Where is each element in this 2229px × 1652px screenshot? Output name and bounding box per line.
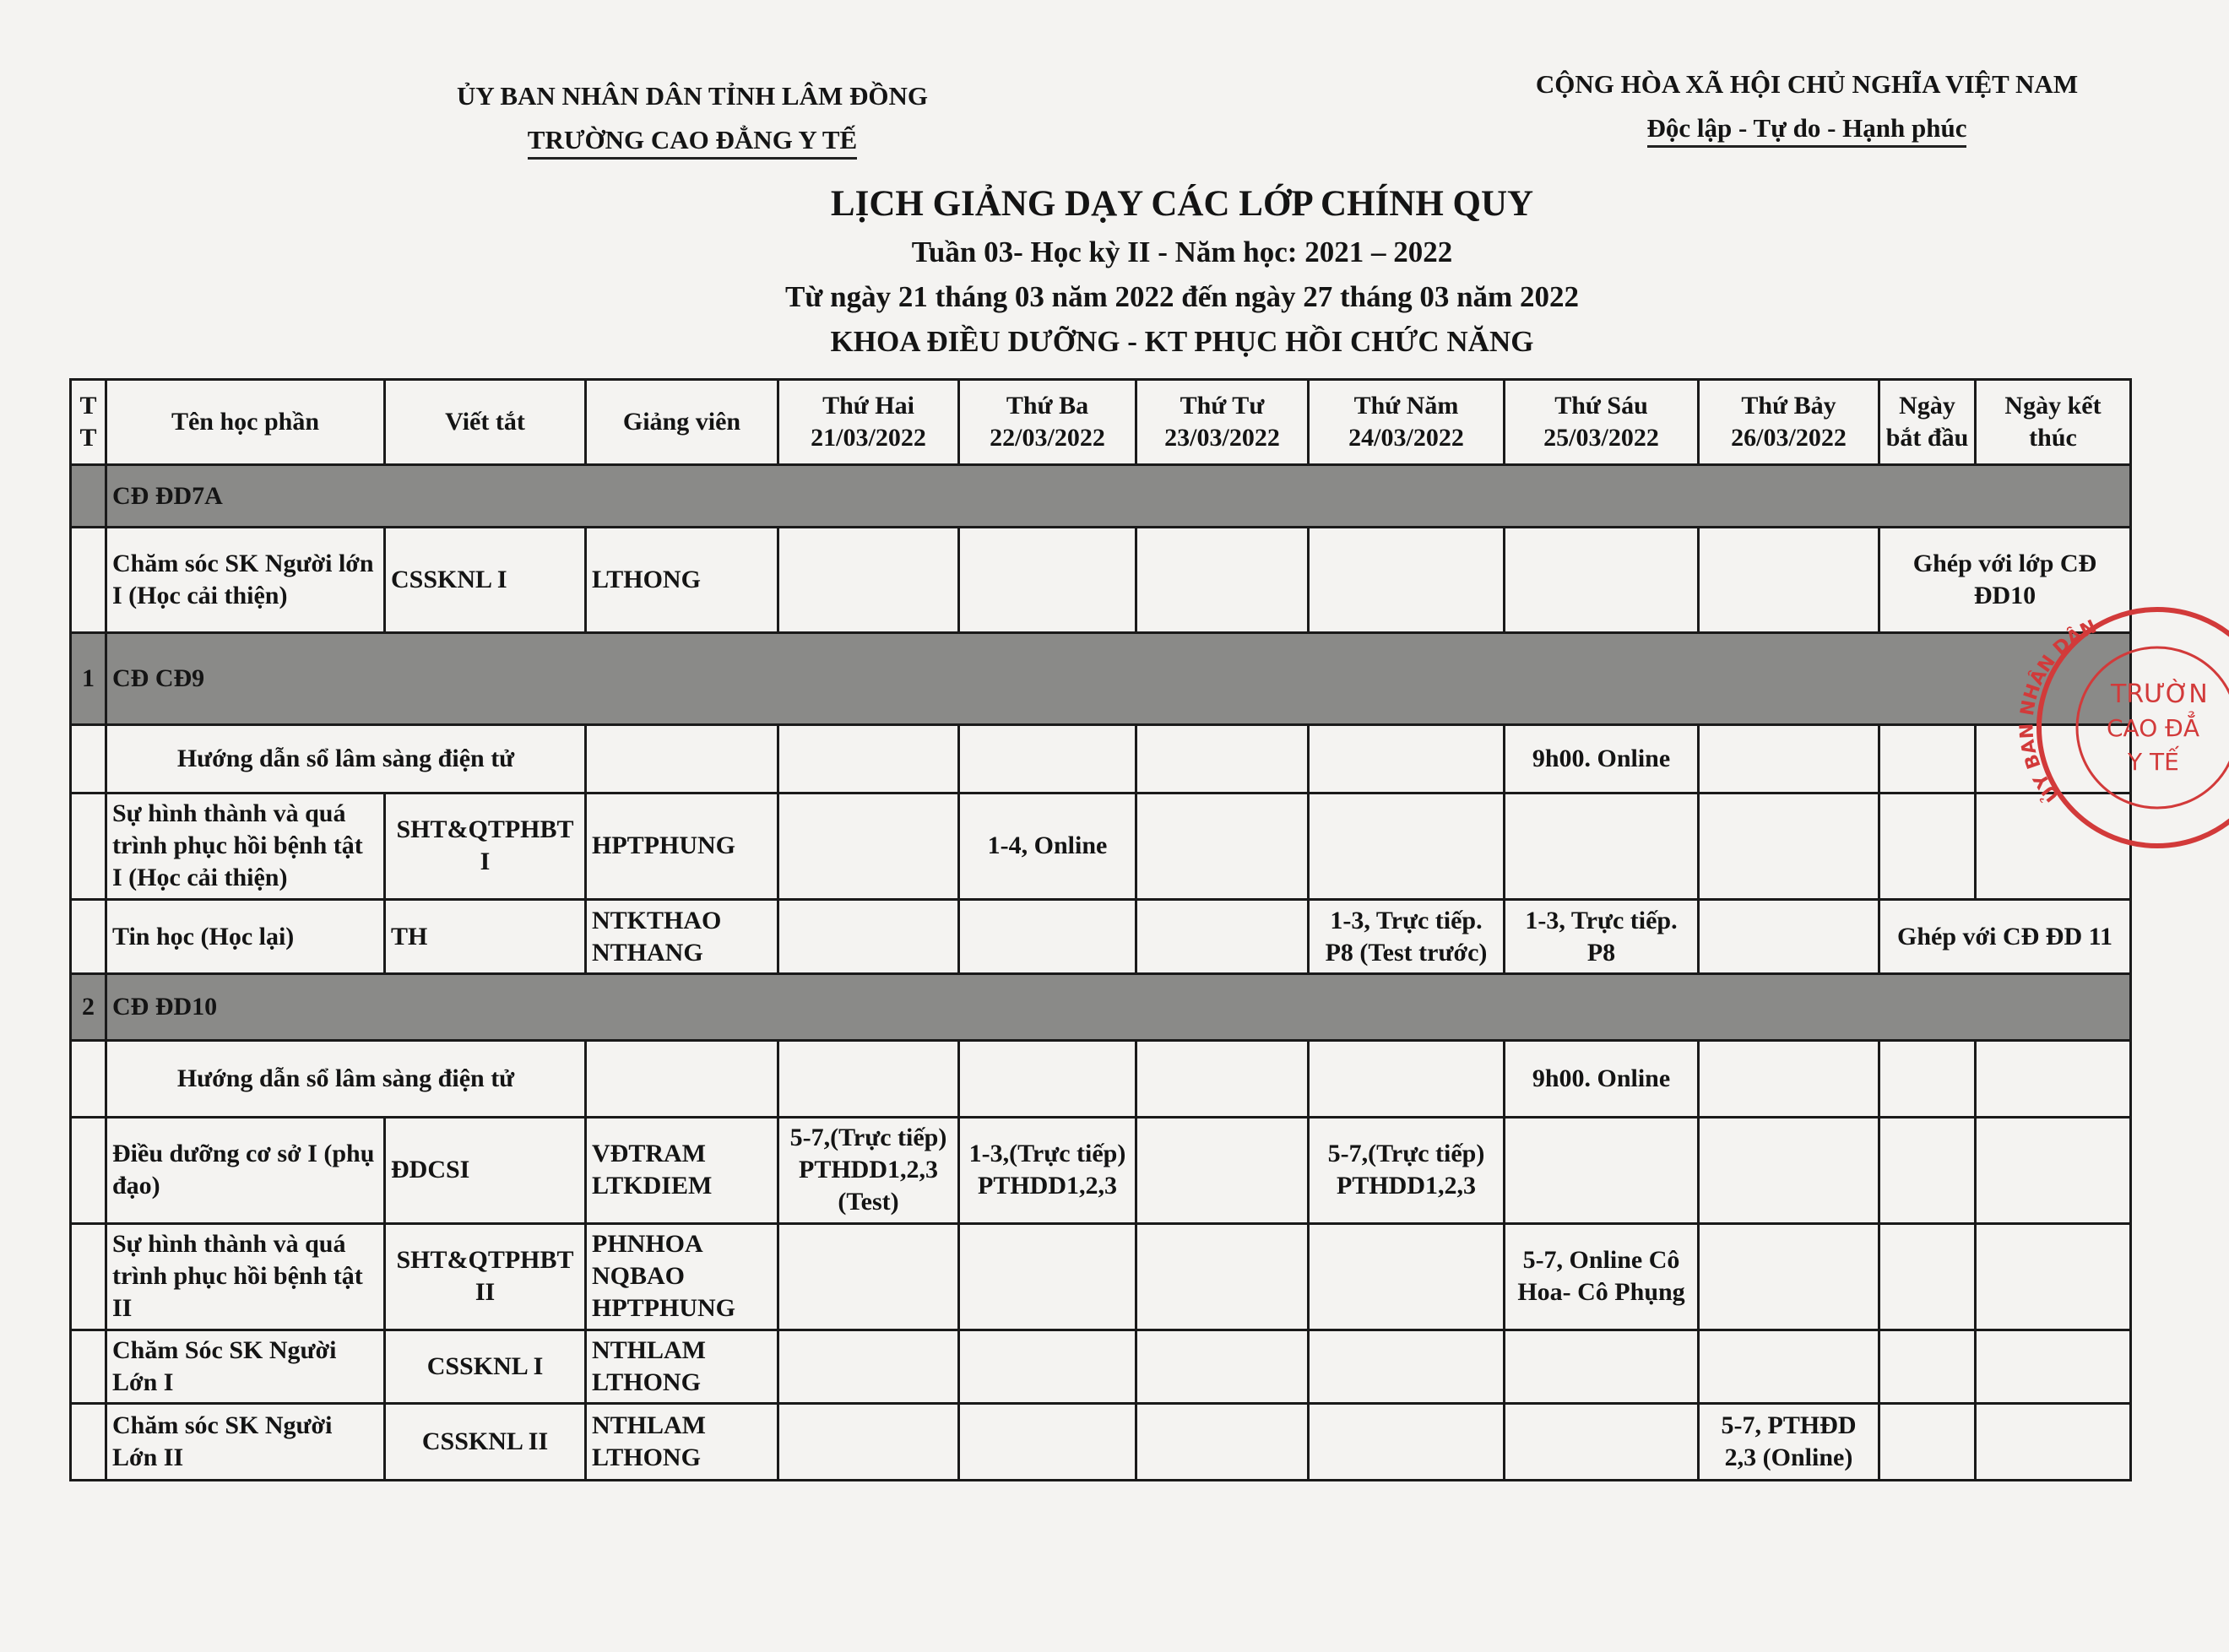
course-lecturer: NTHLAM LTHONG — [586, 1330, 778, 1404]
course-abbr: TH — [385, 899, 586, 974]
session-thu: 1-3, Trực tiếp. P8 (Test trước) — [1309, 899, 1505, 974]
course-name: Tin học (Học lại) — [106, 899, 385, 974]
course-note: Ghép với CĐ ĐD 11 — [1879, 899, 2131, 974]
group-tt: 1 — [71, 633, 106, 725]
group-name: CĐ ĐD7A — [106, 464, 2131, 528]
session-fri: 9h00. Online — [1505, 725, 1699, 794]
document-title-block — [591, 179, 1773, 364]
col-header-start: Ngày bắt đầu — [1879, 380, 1976, 465]
issuer-province: ỦY BAN NHÂN DÂN TỈNH LÂM ĐỒNG — [456, 81, 928, 111]
course-lecturer: NTHLAM LTHONG — [586, 1404, 778, 1481]
stamp-text-mid3: Y TẾ — [2128, 748, 2179, 776]
course-name: Hướng dẫn sổ lâm sàng điện tử — [106, 725, 586, 794]
course-abbr: ĐDCSI — [385, 1117, 586, 1223]
session-fri: 9h00. Online — [1505, 1040, 1699, 1117]
col-header-name: Tên học phần — [106, 380, 385, 465]
group-row — [71, 974, 2131, 1041]
table-row — [71, 725, 2131, 794]
issuer-school: TRƯỜNG CAO ĐẲNG Y TẾ — [528, 123, 857, 160]
course-lecturer: VĐTRAM LTKDIEM — [586, 1117, 778, 1223]
group-row — [71, 464, 2131, 528]
table-row — [71, 899, 2131, 974]
national-motto-block — [1486, 62, 2128, 150]
stamp-text-mid1: TRƯỜN — [2111, 680, 2208, 709]
col-header-thu: Thứ Năm 24/03/2022 — [1309, 380, 1505, 465]
course-note: Ghép với lớp CĐ ĐD10 — [1879, 528, 2131, 633]
group-name: CĐ ĐD10 — [106, 974, 2131, 1041]
national-name: CỘNG HÒA XÃ HỘI CHỦ NGHĨA VIỆT NAM — [1535, 69, 2079, 99]
col-header-tue: Thứ Ba 22/03/2022 — [959, 380, 1136, 465]
session-sat: 5-7, PTHĐD 2,3 (Online) — [1699, 1404, 1879, 1481]
col-header-lecturer: Giảng viên — [586, 380, 778, 465]
course-name: Sự hình thành và quá trình phục hồi bệnh tật I (Học cải thiện) — [106, 793, 385, 899]
group-name: CĐ CĐ9 — [106, 633, 2131, 725]
course-lecturer: NTKTHAO NTHANG — [586, 899, 778, 974]
document-date-range: Từ ngày 21 tháng 03 năm 2022 đến ngày 27 tháng 03 năm 2022 — [785, 280, 1579, 313]
col-header-tt: T T — [71, 380, 106, 465]
table-row — [71, 528, 2131, 633]
stamp-text-mid2: CAO ĐẲ — [2107, 714, 2200, 742]
session-tue: 1-4, Online — [959, 793, 1136, 899]
course-name: Điều dưỡng cơ sở I (phụ đạo) — [106, 1117, 385, 1223]
session-mon: 5-7,(Trực tiếp) PTHDD1,2,3 (Test) — [778, 1117, 959, 1223]
col-header-abbr: Viết tắt — [385, 380, 586, 465]
table-row — [71, 1040, 2131, 1117]
table-row — [71, 793, 2131, 899]
course-name: Hướng dẫn sổ lâm sàng điện tử — [106, 1040, 586, 1117]
course-abbr: CSSKNL II — [385, 1404, 586, 1481]
col-header-mon: Thứ Hai 21/03/2022 — [778, 380, 959, 465]
course-name: Sự hình thành và quá trình phục hồi bệnh tật II — [106, 1223, 385, 1330]
col-header-sat: Thứ Bảy 26/03/2022 — [1699, 380, 1879, 465]
table-row — [71, 1117, 2131, 1223]
course-lecturer: PHNHOA NQBAO HPTPHUNG — [586, 1223, 778, 1330]
col-header-wed: Thứ Tư 23/03/2022 — [1136, 380, 1309, 465]
table-row — [71, 1404, 2131, 1481]
col-header-fri: Thứ Sáu 25/03/2022 — [1505, 380, 1699, 465]
group-row — [71, 633, 2131, 725]
table-row — [71, 1223, 2131, 1330]
document-title: LỊCH GIẢNG DẠY CÁC LỚP CHÍNH QUY — [830, 184, 1534, 224]
session-thu: 5-7,(Trực tiếp) PTHDD1,2,3 — [1309, 1117, 1505, 1223]
table-row — [71, 1330, 2131, 1404]
course-name: Chăm sóc SK Người lớn I (Học cải thiện) — [106, 528, 385, 633]
document-faculty: KHOA ĐIỀU DƯỠNG - KT PHỤC HỒI CHỨC NĂNG — [830, 325, 1534, 358]
course-lecturer: LTHONG — [586, 528, 778, 633]
issuer-block — [355, 74, 1030, 162]
course-abbr: CSSKNL I — [385, 528, 586, 633]
course-abbr: CSSKNL I — [385, 1330, 586, 1404]
group-tt — [71, 464, 106, 528]
national-motto: Độc lập - Tự do - Hạnh phúc — [1647, 111, 1967, 148]
header-row — [71, 380, 2131, 465]
session-fri: 5-7, Online Cô Hoa- Cô Phụng — [1505, 1223, 1699, 1330]
course-lecturer: HPTPHUNG — [586, 793, 778, 899]
course-abbr: SHT&QTPHBT II — [385, 1223, 586, 1330]
schedule-table — [69, 378, 2132, 1481]
session-fri: 1-3, Trực tiếp. P8 — [1505, 899, 1699, 974]
stamp-text-top: ỦY BAN NHÂN DÂN — [2016, 616, 2101, 806]
session-tue: 1-3,(Trực tiếp) PTHDD1,2,3 — [959, 1117, 1136, 1223]
group-tt: 2 — [71, 974, 106, 1041]
col-header-end: Ngày kết thúc — [1976, 380, 2131, 465]
document-week: Tuần 03- Học kỳ II - Năm học: 2021 – 2022 — [911, 236, 1453, 268]
course-name: Chăm sóc SK Người Lớn II — [106, 1404, 385, 1481]
course-name: Chăm Sóc SK Người Lớn I — [106, 1330, 385, 1404]
course-abbr: SHT&QTPHBT I — [385, 793, 586, 899]
